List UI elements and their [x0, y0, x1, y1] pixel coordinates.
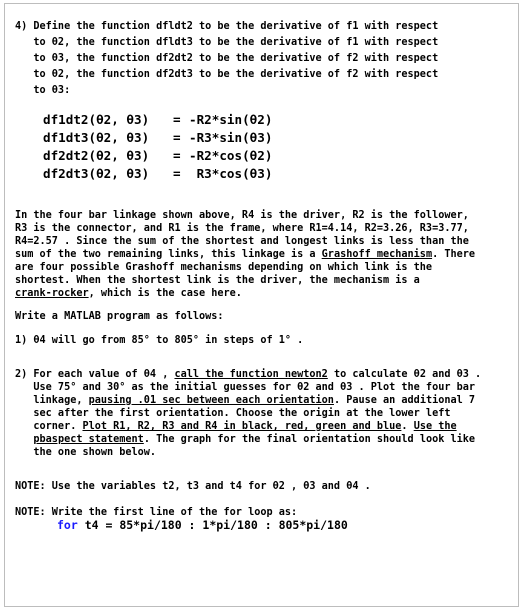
item-2-l5c: .: [401, 421, 414, 432]
item-2-line-3: [15, 394, 475, 407]
eq4-lhs: df2dt3(θ2, θ3): [43, 166, 150, 181]
para-line-6: shortest. When the shortest link is the driver, the mechanism is a: [15, 275, 420, 286]
write-instruction: Write a MATLAB program as follows:: [15, 311, 224, 322]
use-the-term: Use the: [413, 421, 457, 432]
code-line: [57, 519, 348, 532]
para-line-1: In the four bar linkage shown above, R4 is the driver, R2 is the follower,: [15, 210, 469, 221]
item-2-l1c: to calculate θ2 and θ3 .: [327, 369, 482, 380]
eq2-sign: =: [173, 130, 181, 145]
para-line-7: [15, 287, 242, 300]
eq3-sign: =: [173, 148, 181, 163]
para-line-3: R4=2.57 . Since the sum of the shortest and longest links is less than the: [15, 236, 469, 247]
eq4-rhs: R3*cos(θ3): [189, 166, 273, 181]
code-keyword: for: [57, 518, 78, 532]
call-newton2-term: call the function newton2: [174, 369, 328, 380]
note-1: NOTE: Use the variables t2, t3 and t4 for θ2 , θ3 and θ4 .: [15, 481, 371, 492]
item-2-l3c: . Pause an additional 7: [333, 395, 476, 406]
eq1-sign: =: [173, 112, 181, 127]
item-2-line-7: the one shown below.: [15, 447, 157, 458]
eq1-lhs: df1dt2(θ2, θ3): [43, 112, 150, 127]
eq3-rhs: -R2*cos(θ2): [189, 148, 273, 163]
item-2-line-1: [15, 368, 481, 381]
item-2-l3a: linkage,: [15, 395, 89, 406]
eq2-rhs: -R3*sin(θ3): [189, 130, 273, 145]
eq2-lhs: df1dt3(θ2, θ3): [43, 130, 150, 145]
q4-line-1: 4) Define the function dfldt2 to be the derivative of f1 with respect: [15, 21, 439, 32]
eq4-sign: =: [173, 166, 181, 181]
item-2-l6a: [15, 434, 33, 445]
pausing-term: pausing .01 sec between each orientation: [88, 395, 334, 406]
para-line-2: R3 is the connector, and R1 is the frame, where R1=4.14, R2=3.26, R3=3.77,: [15, 223, 469, 234]
eq3-lhs: df2dt2(θ2, θ3): [43, 148, 150, 163]
item-2-line-2: Use 75° and 30° as the initial guesses for θ2 and θ3 . Plot the four bar: [15, 382, 476, 393]
crank-rocker-term: crank-rocker: [15, 288, 89, 299]
para-line-5: are four possible Grashoff mechanisms depending on which link is the: [15, 262, 433, 273]
q4-line-4: to θ2, the function df2dt3 to be the derivative of f2 with respect: [15, 69, 439, 80]
item-2-line-6: [15, 433, 475, 446]
item-2-line-4: sec after the first orientation. Choose the origin at the lower left: [15, 408, 451, 419]
plot-colors-term: Plot R1, R2, R3 and R4 in black, red, green and blue: [82, 421, 402, 432]
eq1-rhs: -R2*sin(θ2): [189, 112, 273, 127]
item-2-l1a: 2) For each value of θ4 ,: [15, 369, 175, 380]
item-1: 1) θ4 will go from 85° to 805° in steps of 1° .: [15, 335, 304, 346]
q4-line-5: to θ3:: [15, 85, 71, 96]
item-2-l5a: corner.: [15, 421, 83, 432]
item-2-l6c: . The graph for the final orientation should look like: [143, 434, 476, 445]
note-2: NOTE: Write the first line of the for loop as:: [15, 507, 298, 518]
q4-line-2: to θ2, the function dfldt3 to be the derivative of f1 with respect: [15, 37, 439, 48]
q4-line-3: to θ3, the function df2dt2 to be the derivative of f2 with respect: [15, 53, 439, 64]
code-rest: t4 = 85*pi/180 : 1*pi/180 : 805*pi/180: [77, 518, 348, 532]
item-2-line-5: [15, 420, 457, 433]
document-page: [4, 3, 519, 607]
para-line-7-text: , which is the case here.: [88, 288, 242, 299]
para-line-4-text: sum of the two remaining links, this linkage is a: [15, 249, 322, 260]
para-line-4: [15, 248, 475, 261]
para-line-4-end: . There: [432, 249, 476, 260]
pbaspect-term: pbaspect statement: [33, 434, 144, 445]
grashoff-mechanism-term: Grashoff mechanism: [321, 249, 433, 260]
